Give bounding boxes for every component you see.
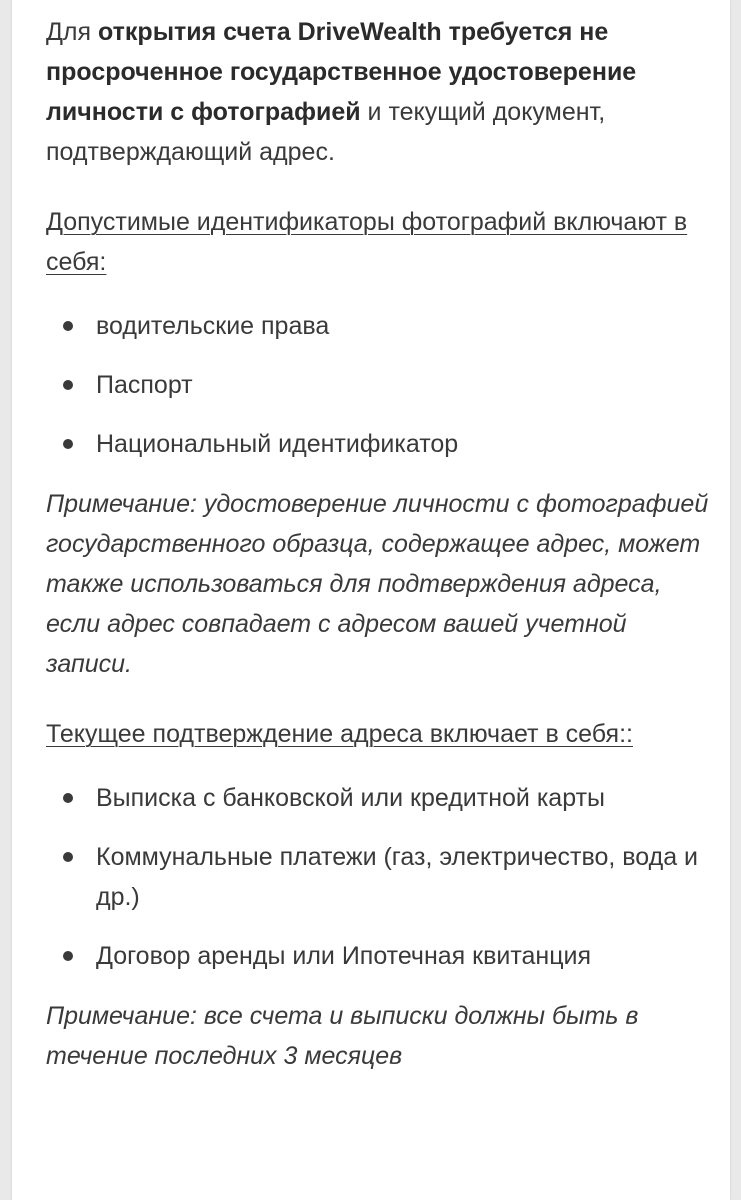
bullet-icon <box>63 951 73 961</box>
document-content <box>46 12 716 1106</box>
bullet-icon <box>63 380 73 390</box>
address-proof-list <box>46 778 716 976</box>
intro-lead: Для <box>46 18 99 46</box>
note-recent-months: Примечание: все счета и выписки должны быть в течение последних 3 месяцев <box>46 1002 639 1070</box>
intro-tail: и текущий документ, подтверждающий адрес. <box>46 98 606 166</box>
list-item <box>46 424 716 464</box>
list-item <box>46 936 716 976</box>
list-item-text: Коммунальные платежи (газ, электричество, вода и др.) <box>96 843 699 911</box>
address-proof-heading: Текущее подтверждение адреса включает в себя:: <box>46 720 633 748</box>
bullet-icon <box>63 439 73 449</box>
list-item <box>46 365 716 405</box>
intro-bold: открытия счета DriveWealth требуется не просроченное государственное удостоверение личности с фотографией <box>46 18 637 126</box>
list-item-text: Национальный идентификатор <box>96 430 459 458</box>
list-item-text: Договор аренды или Ипотечная квитанция <box>96 942 592 970</box>
note-photo-id-address: Примечание: удостоверение личности с фотографией государственного образца, содержащее адрес, может также использоваться для подтверждения адреса, если адрес совпадает с адресом вашей учетной записи. <box>46 490 709 678</box>
list-item-text: Выписка с банковской или кредитной карты <box>96 784 605 812</box>
bullet-icon <box>63 852 73 862</box>
bullet-icon <box>63 321 73 331</box>
list-item-text: водительские права <box>96 312 330 340</box>
list-item-text: Паспорт <box>96 371 193 399</box>
list-item <box>46 837 716 917</box>
list-item <box>46 778 716 818</box>
list-item <box>46 306 716 346</box>
bullet-icon <box>63 793 73 803</box>
document-card <box>12 0 730 1200</box>
photo-ids-list <box>46 306 716 464</box>
intro-paragraph <box>46 12 716 172</box>
photo-ids-heading: Допустимые идентификаторы фотографий включают в себя: <box>46 208 688 276</box>
